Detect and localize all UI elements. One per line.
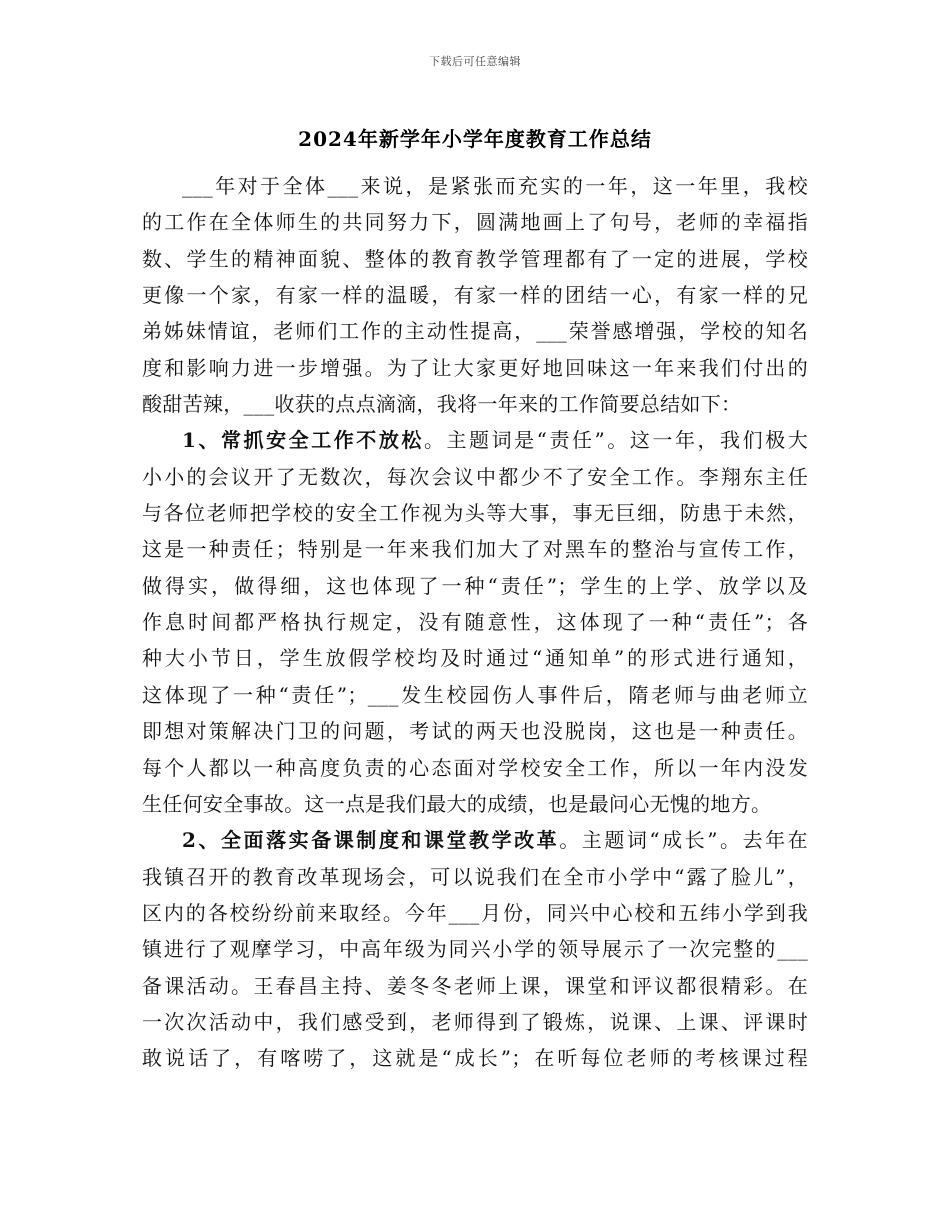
text-line: 每个人都以一种高度负责的心态面对学校安全工作，所以一年内没发 — [142, 755, 808, 780]
text-line: 的工作在全体师生的共同努力下，圆满地画上了句号，老师的幸福指 — [142, 210, 808, 235]
document-title: 2024年新学年小学年度教育工作总结 — [298, 127, 652, 151]
text-line: 弟姊妹情谊，老师们工作的主动性提高，___荣誉感增强，学校的知名 — [142, 319, 808, 344]
text-line: 这是一种责任；特别是一年来我们加大了对黑车的整治与宣传工作， — [142, 537, 808, 562]
text-line: 我镇召开的教育改革现场会，可以说我们在全市小学中“露了脸儿”， — [142, 864, 808, 889]
text-line: 度和影响力进一步增强。为了让大家更好地回味这一年来我们付出的 — [142, 355, 808, 380]
text-line: 作息时间都严格执行规定，没有随意性，这体现了一种“责任”；各 — [142, 610, 808, 635]
text-line: 数、学生的精神面貌、整体的教育教学管理都有了一定的进展，学校 — [142, 246, 808, 271]
section-heading-teaching-reform: 2、全面落实备课制度和课堂教学改革 — [182, 828, 560, 853]
paragraph-safety — [142, 422, 808, 822]
text-line: 更像一个家，有家一样的温暖，有家一样的团结一心，有家一样的兄 — [142, 283, 808, 308]
text-line: 与各位老师把学校的安全工作视为头等大事，事无巨细，防患于未然， — [142, 501, 808, 526]
text-line: ___年对于全体___来说，是紧张而充实的一年，这一年里，我校 — [182, 174, 808, 198]
text-line: 备课活动。王春昌主持、姜冬冬老师上课，课堂和评议都很精彩。在 — [142, 973, 808, 998]
text-line: 一次次活动中，我们感受到，老师得到了锻炼，说课、上课、评课时 — [142, 1009, 808, 1034]
paragraph-teaching-reform — [142, 822, 808, 1076]
page-header-note: 下载后可任意编辑 — [429, 55, 521, 68]
text-line: 这体现了一种“责任”；___发生校园伤人事件后，隋老师与曲老师立 — [142, 682, 808, 707]
text-line — [142, 422, 808, 458]
text-line: 镇进行了观摩学习，中高年级为同兴小学的领导展示了一次完整的___ — [142, 937, 808, 962]
text-line — [142, 822, 808, 858]
text-line: 敢说话了，有喀唠了，这就是“成长”；在听每位老师的考核课过程 — [142, 1046, 808, 1071]
text-line: 酸甜苦辣，___收获的点点滴滴，我将一年来的工作简要总结如下： — [142, 392, 742, 417]
text-line: 即想对策解决门卫的问题，考试的两天也没脱岗，这也是一种责任。 — [142, 719, 808, 744]
text-line: 做得实，做得细，这也体现了一种“责任”；学生的上学、放学以及 — [142, 573, 808, 598]
document-body — [142, 168, 808, 1077]
text-line: 小小的会议开了无数次，每次会议中都少不了安全工作。李翔东主任 — [142, 464, 808, 489]
text-line: 种大小节日，学生放假学校均及时通过“通知单”的形式进行通知， — [142, 646, 808, 671]
text-run: 。主题词“成长”。去年在 — [559, 828, 808, 853]
section-heading-safety: 1、常抓安全工作不放松 — [182, 428, 424, 453]
text-line: 区内的各校纷纷前来取经。今年___月份，同兴中心校和五纬小学到我 — [142, 900, 808, 925]
paragraph-intro — [142, 168, 808, 422]
text-run: 。主题词是“责任”。这一年，我们极大 — [423, 428, 808, 453]
text-line: 生任何安全事故。这一点是我们最大的成绩，也是最问心无愧的地方。 — [142, 791, 772, 816]
